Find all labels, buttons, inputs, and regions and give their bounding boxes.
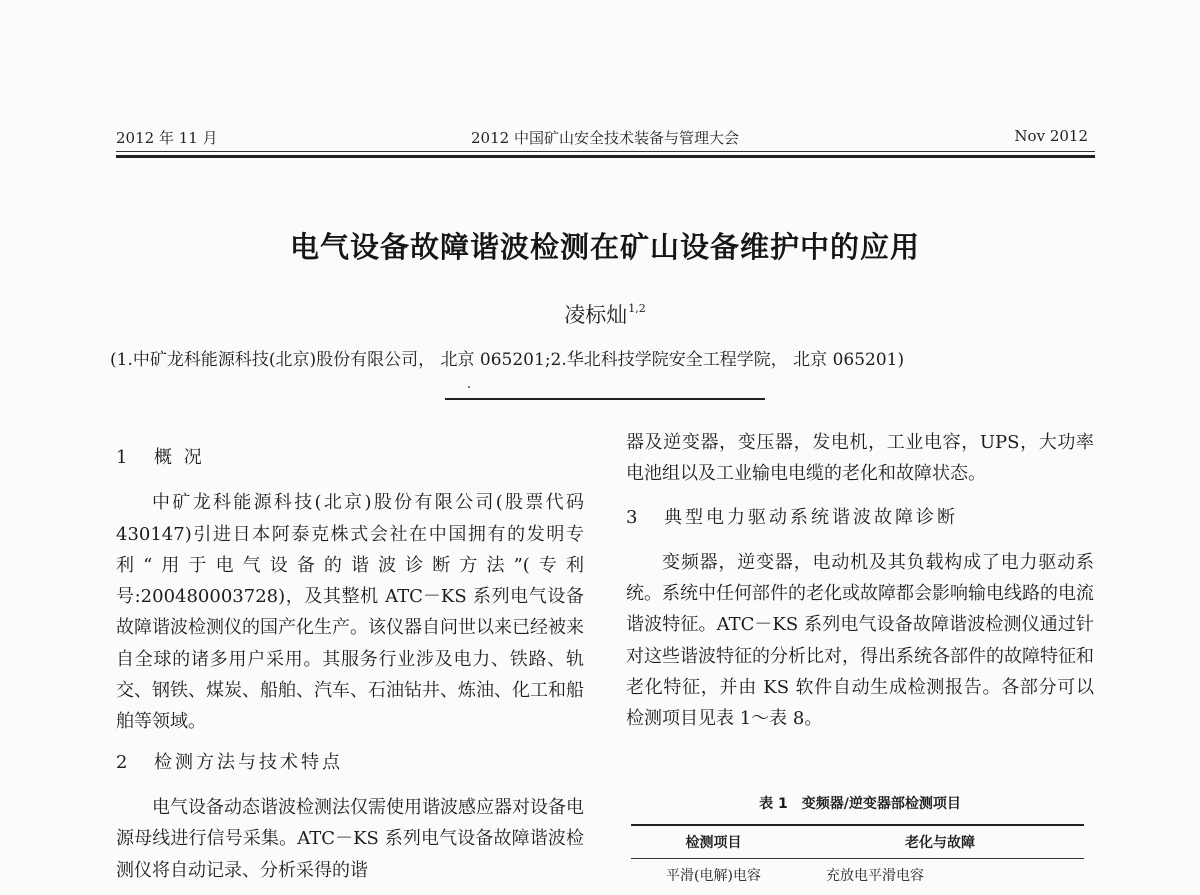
header-rule-thin (116, 151, 1095, 152)
table-row (631, 859, 1084, 891)
paragraph-continued: 器及逆变器，变压器，发电机，工业电容，UPS，大功率电池组以及工业输电电缆的老化和故障状态。 (626, 432, 1094, 485)
section-heading-3 (626, 502, 1094, 533)
affiliation: (1.中矿龙科能源科技(北京)股份有限公司， 北京 065201;2.华北科技学院安全工程学院， 北京 065201) (110, 350, 905, 370)
right-column (626, 427, 1094, 735)
title-separator (445, 398, 765, 400)
header-rule-thick (116, 155, 1095, 158)
author-name: 凌标灿 (564, 303, 628, 327)
table-caption: 表 1 变频器/逆变器部检测项目 (759, 796, 961, 812)
left-column (116, 442, 584, 886)
author-affil-markers: 1,2 (628, 302, 646, 315)
header-conference: 2012 中国矿山安全技术装备与管理大会 (471, 129, 739, 147)
paragraph-overview: 中矿龙科能源科技(北京)股份有限公司(股票代码 430147)引进日本阿泰克株式会社在中国拥有的发明专利“用于电气设备的谐波诊断方法”(专利号:200480003728)，及其整机 ATC－KS 系列电气设备故障谐波检测仪的国产化生产。该仪器自问世以来已经被来自全球的诸多用户采用。其服务行业涉及电力、铁路、轨交、钢铁、煤炭、船舶、汽车、石油钻井、炼油、化工和船舶等领域。 (116, 492, 584, 733)
section-title: 典型电力驱动系统谐波故障诊断 (664, 506, 958, 528)
paragraph-diagnosis: 变频器，逆变器，电动机及其负载构成了电力驱动系统。系统中任何部件的老化或故障都会影响输电线路的电流谐波特征。ATC－KS 系列电气设备故障谐波检测仪通过针对这些谐波特征的分析比对，得出系统各部件的故障特征和老化特征，并由 KS 软件自动生成检测报告。各部分可以检测项目见表 1～表 8。 (626, 551, 1094, 730)
table-cell: 平滑(电解)电容 (666, 868, 761, 884)
table-header-fault: 老化与故障 (905, 835, 975, 851)
author-line (0, 299, 1200, 329)
section-title: 概 况 (154, 447, 205, 468)
speck (468, 386, 470, 388)
section-number: 1 (116, 447, 128, 468)
paragraph-method: 电气设备动态谐波检测法仅需使用谐波感应器对设备电源母线进行信号采集。ATC－KS 系列电气设备故障谐波检测仪将自动记录、分析采得的谐 (116, 796, 584, 881)
section-number: 3 (626, 506, 638, 528)
header-date: 2012 年 11 月 (116, 129, 218, 147)
section-heading-1 (116, 442, 584, 473)
table-header-row (631, 826, 1084, 859)
table-header-item: 检测项目 (685, 835, 742, 851)
header-date-en: Nov 2012 (1014, 127, 1088, 145)
section-number: 2 (116, 751, 128, 773)
inspection-table (631, 824, 1084, 891)
table-cell: 充放电平滑电容 (826, 868, 924, 884)
section-title: 检测方法与技术特点 (154, 751, 343, 773)
section-heading-2 (116, 747, 584, 778)
paper-title: 电气设备故障谐波检测在矿山设备维护中的应用 (289, 230, 920, 264)
